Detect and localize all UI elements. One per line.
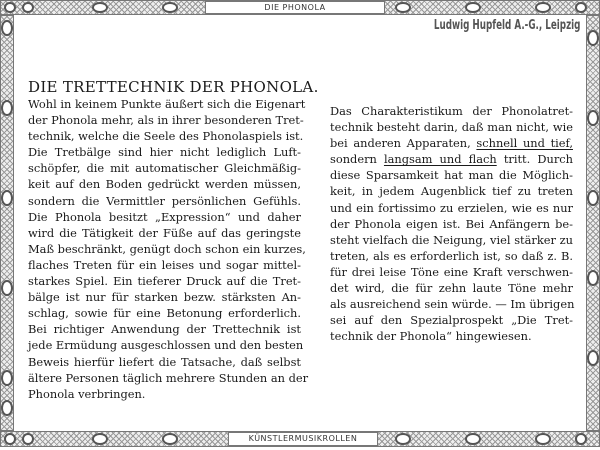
border-ornament-ring bbox=[1, 20, 13, 36]
text-line: Das Charakteristikum der Phonolatret- bbox=[330, 104, 573, 118]
border-ornament-ring bbox=[1, 100, 13, 116]
underlined-phrase: schnell und tief, bbox=[476, 136, 573, 151]
text-line: keit auf den Boden gedrückt werden müssen, bbox=[28, 177, 301, 192]
text-line: technik, welche die Seele des Phonolaspiels ist. bbox=[28, 129, 304, 144]
text-line: für drei leise Töne eine Kraft verschwen- bbox=[330, 264, 573, 279]
text-line: steht vielfach die Neigung, viel stärker zu bbox=[330, 232, 573, 247]
border-ornament-ring bbox=[465, 433, 481, 445]
border-ornament-ring bbox=[22, 2, 34, 13]
text-line: der Phonola mehr, als in ihrer besonderen Tret- bbox=[28, 113, 304, 128]
text-line: det wird, die für zehn laute Töne mehr bbox=[330, 281, 573, 296]
text-line: keit, in jedem Augenblick tief zu treten bbox=[330, 184, 573, 199]
text-span: bei anderen Apparaten, bbox=[330, 136, 477, 151]
border-ornament-ring bbox=[575, 433, 587, 445]
article-title: DIE TRETTECHNIK DER PHONOLA. bbox=[28, 78, 319, 96]
text-line: schlag, sowie für eine Betonung erforderlich. bbox=[28, 306, 301, 321]
border-ornament-ring bbox=[587, 270, 599, 286]
border-ornament-ring bbox=[4, 2, 16, 13]
right-column bbox=[330, 103, 573, 344]
border-ornament-ring bbox=[1, 280, 13, 296]
text-line: wird die Tätigkeit der Füße auf das geringste bbox=[28, 225, 301, 240]
text-line bbox=[330, 135, 573, 151]
publisher-logo: Ludwig Hupfeld A.-G., Leipzig bbox=[433, 18, 580, 33]
border-ornament-ring bbox=[1, 370, 13, 386]
text-line: sei auf den Spezialprospekt „Die Tret- bbox=[330, 313, 573, 328]
text-line: sondern die Vermittler persönlichen Gefühls. bbox=[28, 193, 301, 208]
text-line: und ein fortissimo zu erzielen, wie es nur bbox=[330, 200, 573, 215]
text-line: Bei richtiger Anwendung der Trettechnik ist bbox=[28, 322, 301, 337]
text-line: der Phonola eigen ist. Bei Anfängern be- bbox=[330, 216, 573, 231]
left-column bbox=[28, 96, 309, 402]
text-line: Wohl in keinem Punkte äußert sich die Eigenart bbox=[28, 97, 306, 111]
border-ornament-ring bbox=[587, 190, 599, 206]
text-line: flaches Treten für ein leises und sogar mittel- bbox=[28, 257, 301, 272]
ornamental-border-right bbox=[586, 15, 600, 431]
text-line: ältere Personen täglich mehrere Stunden an der bbox=[28, 370, 309, 385]
text-line: Die Tretbälge sind hier nicht lediglich Luft- bbox=[28, 145, 301, 160]
text-line: Phonola verbringen. bbox=[28, 386, 146, 401]
text-line: treten, als es erforderlich ist, so daß z. B. bbox=[330, 248, 573, 263]
text-line bbox=[330, 151, 573, 167]
border-ornament-ring bbox=[395, 2, 411, 13]
text-line: schöpfer, die mit automatischer Gleichmäßig- bbox=[28, 161, 301, 176]
text-line: bälge ist nur für starken bezw. stärksten An- bbox=[28, 290, 301, 305]
ornamental-border-left bbox=[0, 15, 14, 431]
text-span: tritt. Durch bbox=[496, 152, 573, 167]
running-footer: KÜNSTLERMUSIKROLLEN bbox=[228, 432, 378, 446]
border-ornament-ring bbox=[1, 190, 13, 206]
border-ornament-ring bbox=[162, 433, 178, 445]
running-header: DIE PHONOLA bbox=[205, 1, 385, 14]
border-ornament-ring bbox=[92, 433, 108, 445]
text-line: starkes Spiel. Ein tieferer Druck auf die Tret- bbox=[28, 274, 301, 289]
text-span: sondern bbox=[330, 152, 384, 167]
text-line: technik der Phonola“ hingewiesen. bbox=[330, 329, 532, 344]
underlined-phrase: langsam und flach bbox=[383, 152, 497, 167]
text-line: Maß beschränkt, genügt doch schon ein kurzes, bbox=[28, 241, 306, 256]
border-ornament-ring bbox=[535, 433, 551, 445]
border-ornament-ring bbox=[465, 2, 481, 13]
text-line: Beweis hierfür liefert die Tatsache, daß selbst bbox=[28, 354, 301, 369]
border-ornament-ring bbox=[535, 2, 551, 13]
border-ornament-ring bbox=[4, 433, 16, 445]
text-line: diese Sparsamkeit hat man die Möglich- bbox=[330, 168, 573, 183]
border-ornament-ring bbox=[587, 30, 599, 46]
border-ornament-ring bbox=[22, 433, 34, 445]
text-line: Die Phonola besitzt „Expression“ und daher bbox=[28, 209, 301, 224]
border-ornament-ring bbox=[92, 2, 108, 13]
border-ornament-ring bbox=[587, 350, 599, 366]
border-ornament-ring bbox=[575, 2, 587, 13]
border-ornament-ring bbox=[587, 110, 599, 126]
border-ornament-ring bbox=[395, 433, 411, 445]
text-line: jede Ermüdung ausgeschlossen und den besten bbox=[28, 338, 304, 353]
text-line: technik besteht darin, daß man nicht, wie bbox=[330, 120, 573, 135]
border-ornament-ring bbox=[162, 2, 178, 13]
text-line: als ausreichend sein würde. — Im übrigen bbox=[330, 297, 575, 312]
border-ornament-ring bbox=[1, 400, 13, 416]
